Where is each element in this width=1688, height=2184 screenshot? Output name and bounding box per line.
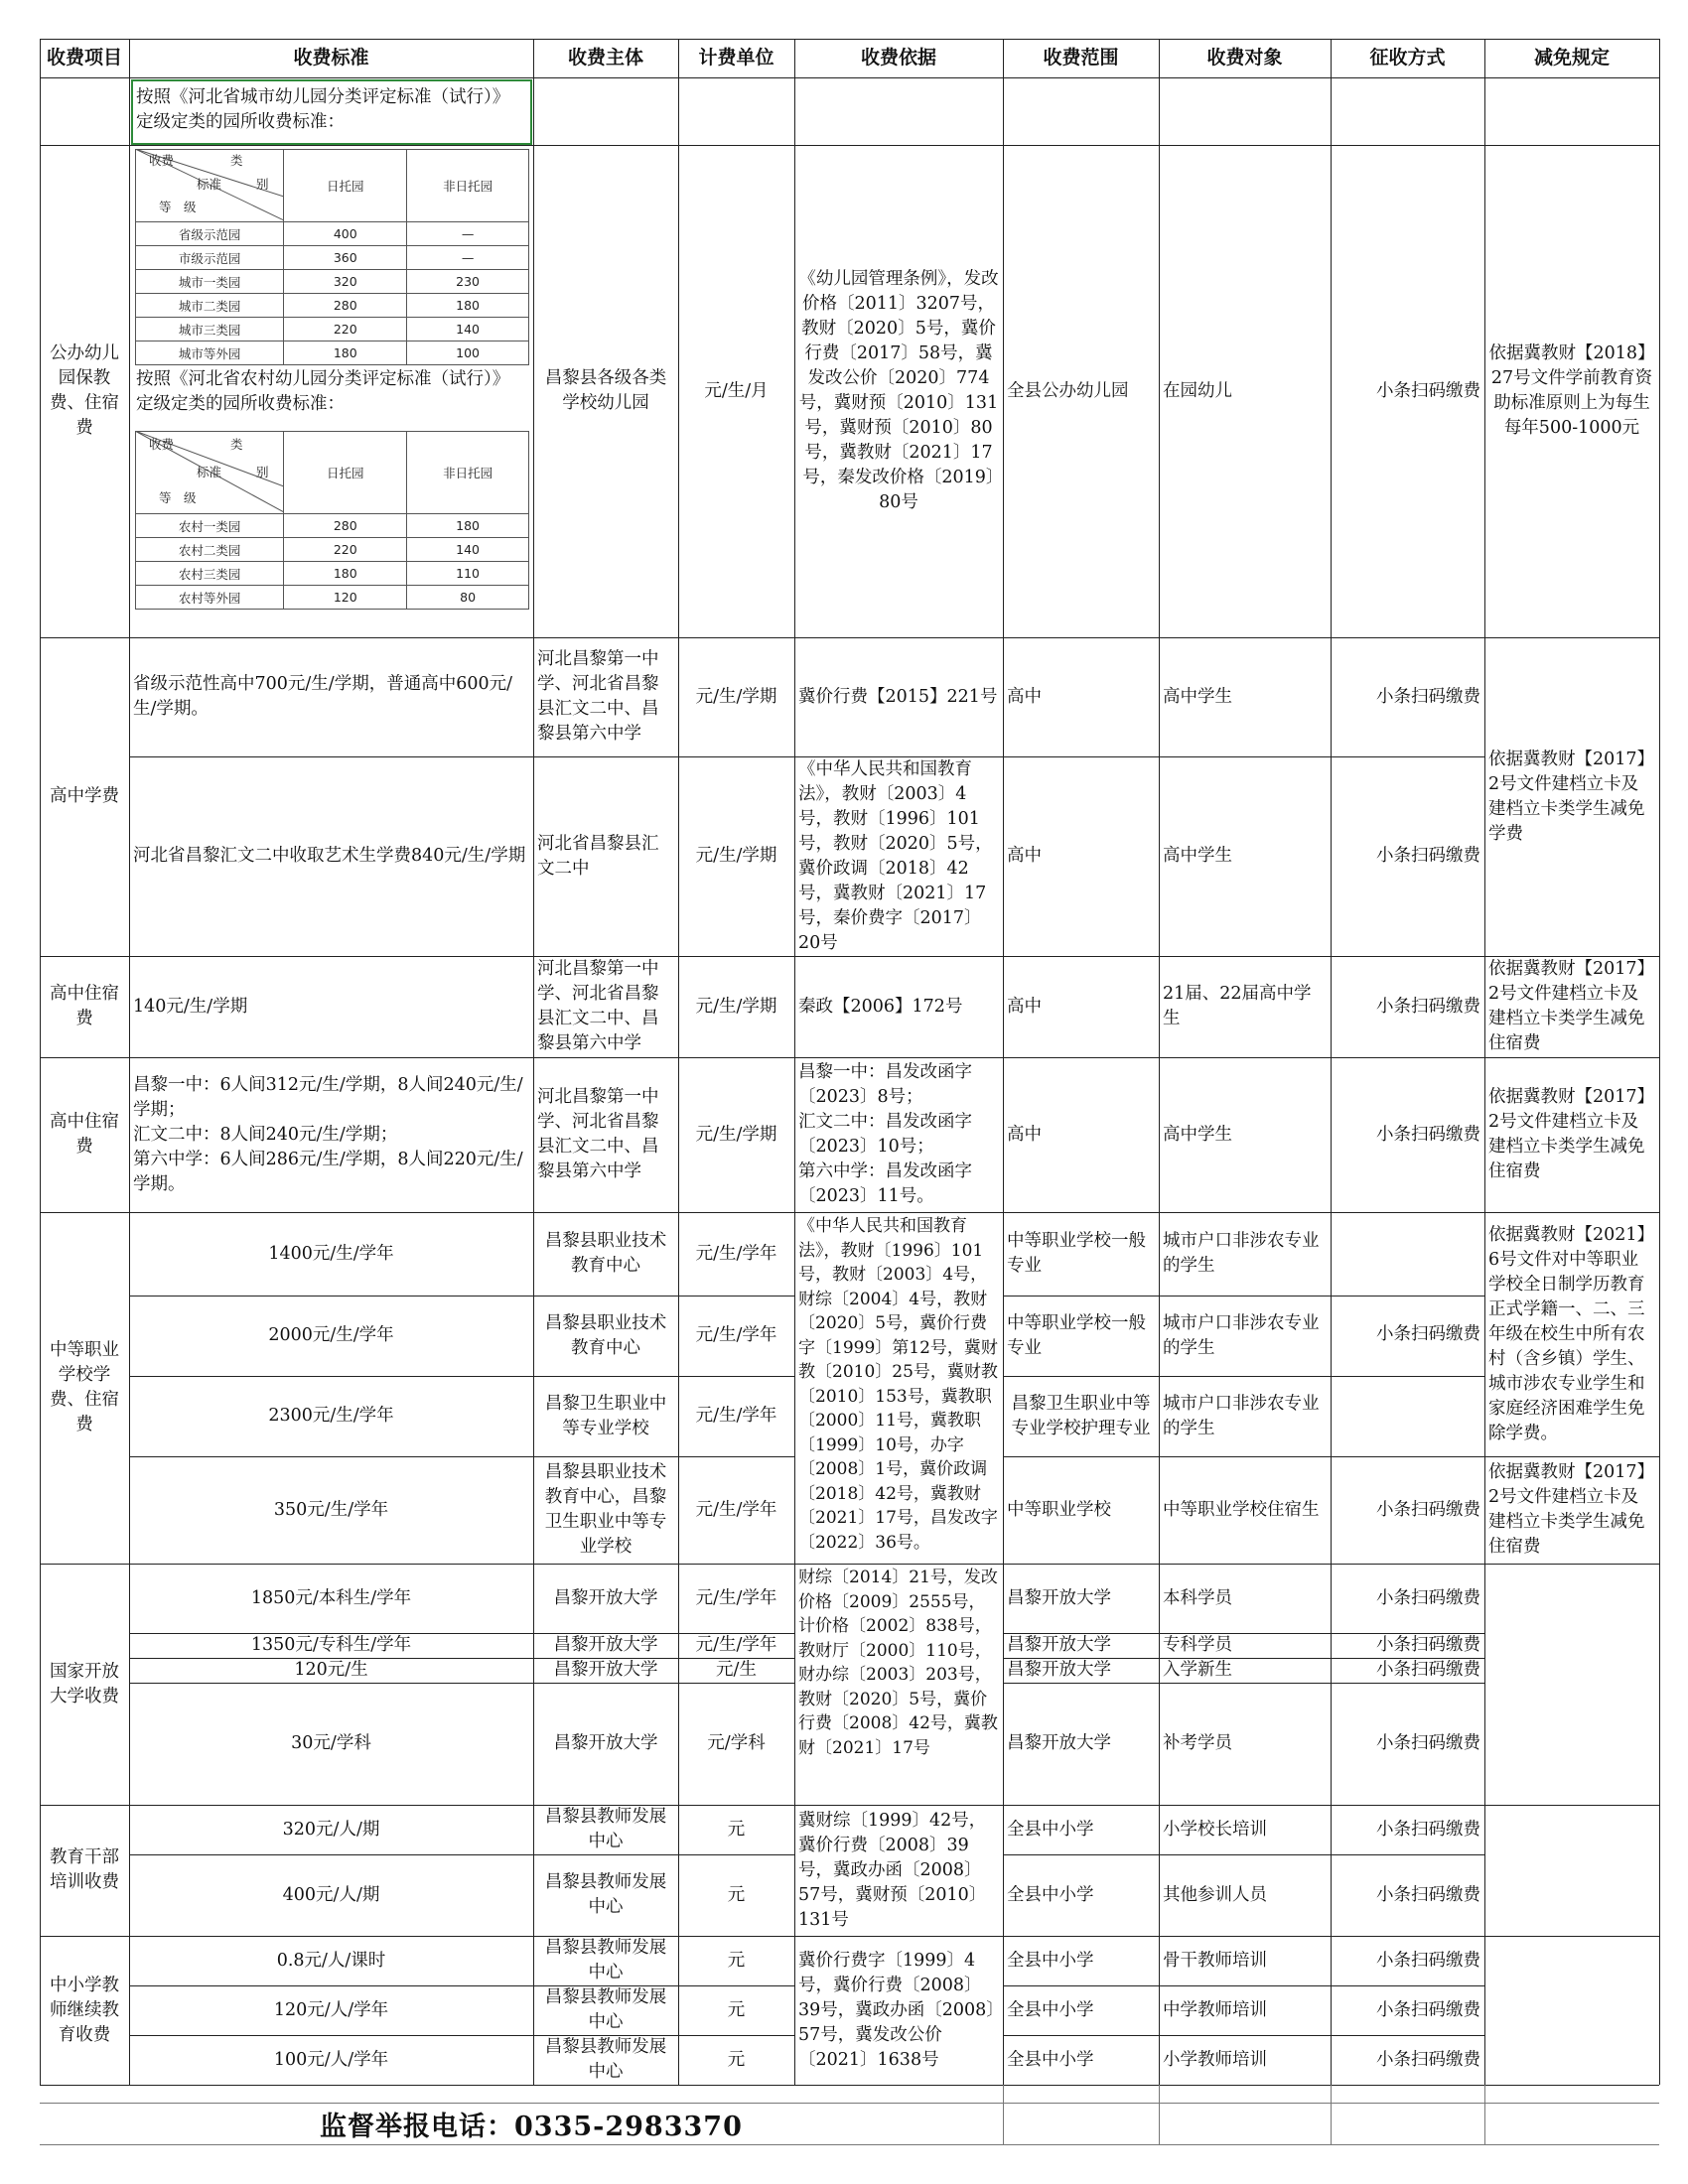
header-target: 收费对象 — [1206, 47, 1283, 68]
hs-board1-subject: 河北昌黎第一中学、河北省昌黎县汇文二中、昌黎县第六中学 — [537, 959, 659, 1053]
header-exemption: 减免规定 — [1533, 47, 1610, 68]
kg-city-day-fee-cell: 220 — [284, 318, 407, 341]
hs-tuition-row2-unit: 元/生/学期 — [695, 846, 777, 866]
cadre-row1-method: 小条扫码缴费 — [1376, 1819, 1480, 1840]
ou-row2-standard: 1350元/专科生/学年 — [250, 1635, 412, 1655]
hs-board2-exemption: 依据冀教财【2017】2号文件建档立卡及建档立卡类学生减免住宿费 — [1488, 1087, 1655, 1181]
kg-city-grade-cell: 省级示范园 — [136, 222, 284, 246]
kg-rural-head-nonday: 非日托园 — [407, 432, 529, 514]
cadre-row2-target: 其他参训人员 — [1163, 1884, 1267, 1905]
kg-city-label-cls: 类 — [230, 153, 243, 168]
kg-rural-nonday-fee-cell: 110 — [407, 562, 529, 586]
hs-tuition-row2-scope: 高中 — [1007, 846, 1042, 866]
kg-city-row — [136, 246, 529, 270]
kg-basis: 《幼儿园管理条例》，发改价格〔2011〕3207号，教财〔2020〕5号，冀价行费〔2017〕58号，冀发改公价〔2020〕774号，冀财预〔2010〕131号，冀财预〔2010〕80号，冀教财〔2021〕17号，秦发改价格〔2019〕80号 — [798, 269, 999, 512]
teacher-row2-method: 小条扫码缴费 — [1376, 1999, 1480, 2020]
ou-row3-scope: 昌黎开放大学 — [1007, 1660, 1111, 1680]
header-basis: 收费依据 — [860, 47, 936, 68]
header-scope: 收费范围 — [1043, 47, 1119, 68]
ou-row2-scope: 昌黎开放大学 — [1007, 1635, 1111, 1655]
kg-city-nonday-fee-cell: — — [407, 246, 529, 270]
ou-row3-method: 小条扫码缴费 — [1376, 1660, 1480, 1680]
kg-rural-grade-cell: 农村等外园 — [136, 586, 284, 610]
kg-city-nonday-fee-cell: 180 — [407, 294, 529, 318]
kg-city-row — [136, 222, 529, 246]
hs-tuition-exemption: 依据冀教财【2017】2号文件建档立卡及建档立卡类学生减免学费 — [1488, 749, 1655, 844]
kg-city-row — [136, 341, 529, 365]
ou-row4-standard: 30元/学科 — [291, 1733, 371, 1753]
voc-row1-target: 城市户口非涉农专业的学生 — [1163, 1231, 1320, 1276]
hs-board2-target: 高中学生 — [1163, 1124, 1232, 1145]
teacher-row2-target: 中学教师培训 — [1163, 1999, 1267, 2020]
cadre-row2-scope: 全县中小学 — [1007, 1884, 1094, 1905]
hs-tuition-row2-standard: 河北省昌黎汇文二中收取艺术生学费840元/生/学期 — [133, 846, 526, 866]
teacher-row1-standard: 0.8元/人/课时 — [276, 1950, 386, 1971]
hs-board2-unit: 元/生/学期 — [695, 1124, 777, 1145]
voc-method-b: 小条扫码缴费 — [1376, 1499, 1480, 1520]
kg-city-nonday-fee-cell: 230 — [407, 270, 529, 294]
header-subject: 收费主体 — [567, 47, 643, 68]
kg-rural-day-fee-cell: 280 — [284, 514, 407, 538]
teacher-row2-subject: 昌黎县教师发展中心 — [544, 1987, 667, 2032]
kg-rural-grade-cell: 农村二类园 — [136, 538, 284, 562]
hs-tuition-row1-unit: 元/生/学期 — [695, 686, 777, 707]
hs-tuition-row2-method: 小条扫码缴费 — [1376, 846, 1480, 866]
header-project: 收费项目 — [46, 47, 122, 68]
kg-city-label-std: 标准 — [197, 177, 222, 192]
hs-board2-scope: 高中 — [1007, 1124, 1042, 1145]
voc-exemption-a: 依据冀教财【2021】6号文件对中等职业学校全日制学历教育正式学籍一、二、三年级在校生中所有农村（含乡镇）学生、城市涉农专业学生和家庭经济困难学生免除学费。 — [1488, 1224, 1655, 1443]
kg-scope: 全县公办幼儿园 — [1007, 380, 1129, 401]
cadre-row2-method: 小条扫码缴费 — [1376, 1884, 1480, 1905]
kg-city-nonday-fee-cell: 100 — [407, 341, 529, 365]
hs-board2-project: 高中住宿费 — [50, 1112, 119, 1157]
ou-row4-subject: 昌黎开放大学 — [553, 1733, 658, 1753]
voc-row2-target: 城市户口非涉农专业的学生 — [1163, 1312, 1320, 1358]
hs-tuition-row1-target: 高中学生 — [1163, 686, 1232, 707]
hs-board1-project: 高中住宿费 — [50, 984, 119, 1028]
kg-city-day-fee-cell: 360 — [284, 246, 407, 270]
hs-board2-subject: 河北昌黎第一中学、河北省昌黎县汇文二中、昌黎县第六中学 — [537, 1087, 659, 1181]
voc-row4-target: 中等职业学校住宿生 — [1163, 1499, 1320, 1520]
kg-rural-day-fee-cell: 180 — [284, 562, 407, 586]
teacher-row2-unit: 元 — [727, 1999, 746, 2020]
teacher-row3-target: 小学教师培训 — [1163, 2049, 1267, 2070]
kg-rural-day-fee-cell: 220 — [284, 538, 407, 562]
cadre-row2-standard: 400元/人/期 — [282, 1884, 380, 1905]
kg-rural-grade-cell: 农村三类园 — [136, 562, 284, 586]
hs-tuition-row2-subject: 河北省昌黎县汇文二中 — [537, 833, 659, 879]
voc-row1-subject: 昌黎县职业技术教育中心 — [544, 1231, 667, 1276]
kg-method: 小条扫码缴费 — [1376, 380, 1480, 401]
kg-rural-day-fee-cell: 120 — [284, 586, 407, 610]
hs-tuition-project: 高中学费 — [50, 786, 119, 806]
kg-rural-grade-cell: 农村一类园 — [136, 514, 284, 538]
voc-row1-standard: 1400元/生/学年 — [268, 1243, 394, 1264]
ou-row3-subject: 昌黎开放大学 — [553, 1660, 658, 1680]
ou-row1-unit: 元/生/学年 — [695, 1587, 777, 1608]
teacher-row3-unit: 元 — [727, 2049, 746, 2070]
kg-rural-label-cls: 类 — [230, 437, 243, 452]
ou-row4-scope: 昌黎开放大学 — [1007, 1733, 1111, 1753]
voc-exemption-b: 依据冀教财【2017】2号文件建档立卡及建档立卡类学生减免住宿费 — [1488, 1462, 1655, 1557]
voc-row2-scope: 中等职业学校一般专业 — [1007, 1312, 1146, 1358]
kg-city-row — [136, 294, 529, 318]
ou-row3-standard: 120元/生 — [294, 1660, 368, 1680]
kg-subject: 昌黎县各级各类学校幼儿园 — [544, 368, 667, 413]
ou-row3-unit: 元/生 — [716, 1660, 757, 1680]
voc-row3-unit: 元/生/学年 — [695, 1406, 777, 1426]
cadre-row2-subject: 昌黎县教师发展中心 — [544, 1872, 667, 1917]
kg-city-grade-cell: 城市二类园 — [136, 294, 284, 318]
kg-rural-head-day: 日托园 — [284, 432, 407, 514]
kg-rural-nonday-fee-cell: 80 — [407, 586, 529, 610]
teacher-row1-subject: 昌黎县教师发展中心 — [544, 1938, 667, 1982]
kg-city-day-fee-cell: 400 — [284, 222, 407, 246]
kg-target: 在园幼儿 — [1163, 380, 1232, 401]
voc-row2-unit: 元/生/学年 — [695, 1325, 777, 1345]
supervision-hotline: 监督举报电话：0335-2983370 — [320, 2112, 743, 2142]
ou-row1-subject: 昌黎开放大学 — [553, 1587, 658, 1608]
kg-rural-label-std: 标准 — [197, 465, 222, 479]
cadre-row2-unit: 元 — [727, 1884, 746, 1905]
kg-rural-intro: 按照《河北省农村幼儿园分类评定标准（试行）》定级定类的园所收费标准： — [136, 369, 510, 414]
voc-row2-subject: 昌黎县职业技术教育中心 — [544, 1312, 667, 1358]
ou-row3-target: 入学新生 — [1163, 1660, 1232, 1680]
kg-city-day-fee-cell: 320 — [284, 270, 407, 294]
hs-tuition-row1-method: 小条扫码缴费 — [1376, 686, 1480, 707]
hs-board2-basis: 昌黎一中：昌发改函字〔2023〕8号； 汇文二中：昌发改函字〔2023〕10号； 第六中学：昌发改函字〔2023〕11号。 — [798, 1062, 972, 1206]
ou-row4-method: 小条扫码缴费 — [1376, 1733, 1480, 1753]
teacher-basis: 冀价行费字〔1999〕4号，冀价行费〔2008〕39号，冀政办函〔2008〕57号，冀发改公价〔2021〕1638号 — [798, 1950, 996, 2070]
teacher-row1-method: 小条扫码缴费 — [1376, 1950, 1480, 1971]
kg-city-grade-cell: 城市等外园 — [136, 341, 284, 365]
kg-unit: 元/生/月 — [704, 380, 769, 401]
voc-row3-standard: 2300元/生/学年 — [268, 1406, 394, 1426]
kg-rural-nonday-fee-cell: 180 — [407, 514, 529, 538]
ou-row4-unit: 元/学科 — [707, 1733, 766, 1753]
teacher-row3-scope: 全县中小学 — [1007, 2049, 1094, 2070]
voc-row2-standard: 2000元/生/学年 — [268, 1325, 394, 1345]
hs-board1-unit: 元/生/学期 — [695, 996, 777, 1017]
teacher-row3-standard: 100元/人/学年 — [273, 2049, 389, 2070]
kg-city-label-grade: 等 级 — [159, 200, 197, 214]
hs-board1-method: 小条扫码缴费 — [1376, 996, 1480, 1017]
teacher-row1-target: 骨干教师培训 — [1163, 1950, 1267, 1971]
hs-tuition-row2-basis: 《中华人民共和国教育法》，教财〔2003〕4号，教财〔1996〕101号，教财〔2020〕5号，冀价政调〔2018〕42号，冀教财〔2021〕17号，秦价费字〔2017〕20号 — [798, 758, 993, 953]
ou-project: 国家开放大学收费 — [50, 1661, 119, 1706]
header-unit: 计费单位 — [698, 47, 774, 68]
hs-board2-standard: 昌黎一中：6人间312元/生/学期，8人间240元/生/学期； 汇文二中：8人间240元/生/学期； 第六中学：6人间286元/生/学期，8人间220元/生/学期。 — [133, 1074, 523, 1194]
teacher-row1-unit: 元 — [727, 1950, 746, 1971]
hs-tuition-row1-standard: 省级示范性高中700元/生/学期，普通高中600元/生/学期。 — [133, 674, 512, 719]
ou-row1-method: 小条扫码缴费 — [1376, 1587, 1480, 1608]
voc-row4-standard: 350元/生/学年 — [273, 1499, 389, 1520]
kg-exemption: 依据冀教财【2018】27号文件学前教育资助标准原则上为每生每年500-1000元 — [1488, 343, 1655, 438]
kg-city-grade-cell: 市级示范园 — [136, 246, 284, 270]
kg-rural-row — [136, 586, 529, 610]
kg-city-grade-cell: 城市一类园 — [136, 270, 284, 294]
cadre-row1-standard: 320元/人/期 — [282, 1819, 380, 1840]
kg-city-label-fee: 收费 — [149, 153, 175, 168]
ou-basis: 财综〔2014〕21号，发改价格〔2009〕2555号，计价格〔2002〕838号，教财厅〔2000〕110号，财办综〔2003〕203号，教财〔2020〕5号，冀价行费〔2008〕42号，冀教财〔2021〕17号 — [798, 1568, 998, 1758]
voc-row4-scope: 中等职业学校 — [1007, 1499, 1111, 1520]
voc-method-a: 小条扫码缴费 — [1376, 1323, 1480, 1344]
kg-city-grade-cell: 城市三类园 — [136, 318, 284, 341]
kg-rural-row — [136, 562, 529, 586]
teacher-project: 中小学教师继续教育收费 — [50, 1975, 119, 2045]
kg-city-head-nonday: 非日托园 — [407, 150, 529, 222]
hs-tuition-row1-subject: 河北昌黎第一中学、河北省昌黎县汇文二中、昌黎县第六中学 — [537, 649, 659, 744]
ou-row2-method: 小条扫码缴费 — [1376, 1635, 1480, 1655]
ou-row1-scope: 昌黎开放大学 — [1007, 1587, 1111, 1608]
voc-project: 中等职业学校学费、住宿费 — [50, 1340, 119, 1434]
kg-rural-label-bie: 别 — [256, 465, 269, 479]
kg-city-intro: 按照《河北省城市幼儿园分类评定标准（试行）》定级定类的园所收费标准： — [136, 87, 510, 132]
cadre-basis: 冀财综〔1999〕42号，冀价行费〔2008〕39号，冀政办函〔2008〕57号，冀财预〔2010〕131号 — [798, 1810, 987, 1930]
hs-board1-scope: 高中 — [1007, 996, 1042, 1017]
kg-city-row — [136, 318, 529, 341]
ou-row4-target: 补考学员 — [1163, 1733, 1232, 1753]
voc-row4-unit: 元/生/学年 — [695, 1499, 777, 1520]
voc-row3-target: 城市户口非涉农专业的学生 — [1163, 1393, 1320, 1438]
cadre-row1-scope: 全县中小学 — [1007, 1819, 1094, 1840]
hs-board1-exemption: 依据冀教财【2017】2号文件建档立卡及建档立卡类学生减免住宿费 — [1488, 959, 1655, 1053]
hs-tuition-row1-scope: 高中 — [1007, 686, 1042, 707]
voc-row3-subject: 昌黎卫生职业中等专业学校 — [544, 1393, 667, 1438]
ou-row1-standard: 1850元/本科生/学年 — [250, 1587, 412, 1608]
voc-row3-scope: 昌黎卫生职业中等专业学校护理专业 — [1011, 1393, 1151, 1438]
kg-city-day-fee-cell: 180 — [284, 341, 407, 365]
ou-row2-target: 专科学员 — [1163, 1635, 1232, 1655]
kg-rural-label-grade: 等 级 — [159, 490, 197, 505]
voc-row1-scope: 中等职业学校一般专业 — [1007, 1231, 1146, 1276]
kg-city-row — [136, 270, 529, 294]
kg-rural-row — [136, 538, 529, 562]
hs-board2-method: 小条扫码缴费 — [1376, 1124, 1480, 1145]
kg-rural-label-fee: 收费 — [149, 437, 175, 452]
hs-board1-standard: 140元/生/学期 — [133, 996, 248, 1017]
hs-board1-basis: 秦政【2006】172号 — [798, 996, 963, 1017]
header-method: 征收方式 — [1369, 47, 1446, 68]
cadre-row1-unit: 元 — [727, 1819, 746, 1840]
hs-tuition-row1-basis: 冀价行费【2015】221号 — [798, 686, 998, 707]
header-standard: 收费标准 — [293, 47, 369, 68]
ou-row2-unit: 元/生/学年 — [695, 1635, 777, 1655]
teacher-row1-scope: 全县中小学 — [1007, 1950, 1094, 1971]
kg-city-nonday-fee-cell: 140 — [407, 318, 529, 341]
cadre-row1-subject: 昌黎县教师发展中心 — [544, 1807, 667, 1851]
voc-basis: 《中华人民共和国教育法》，教财〔1996〕101号，教财〔2003〕4号，财综〔2004〕4号，教财〔2020〕5号，冀价行费字〔1999〕第12号，冀财教〔2010〕25号，冀财教〔2010〕153号，冀教职〔2000〕11号，冀教职〔1999〕10号，办字〔2008〕1号，冀价政调〔2018〕42号，冀教财〔2021〕17号，昌发改字〔2022〕36号。 — [798, 1216, 998, 1553]
kg-rural-nonday-fee-cell: 140 — [407, 538, 529, 562]
teacher-row3-method: 小条扫码缴费 — [1376, 2049, 1480, 2070]
voc-row1-unit: 元/生/学年 — [695, 1243, 777, 1264]
teacher-row2-standard: 120元/人/学年 — [273, 1999, 389, 2020]
kg-rural-row — [136, 514, 529, 538]
kg-city-nonday-fee-cell: — — [407, 222, 529, 246]
ou-row1-target: 本科学员 — [1163, 1587, 1232, 1608]
kg-project: 公办幼儿园保教费、住宿费 — [50, 343, 119, 438]
kg-city-day-fee-cell: 280 — [284, 294, 407, 318]
cadre-row1-target: 小学校长培训 — [1163, 1819, 1267, 1840]
hs-tuition-row2-target: 高中学生 — [1163, 846, 1232, 866]
cadre-project: 教育干部培训收费 — [50, 1847, 119, 1892]
teacher-row3-subject: 昌黎县教师发展中心 — [544, 2037, 667, 2082]
hs-board1-target: 21届、22届高中学生 — [1163, 984, 1312, 1028]
teacher-row2-scope: 全县中小学 — [1007, 1999, 1094, 2020]
ou-row2-subject: 昌黎开放大学 — [553, 1635, 658, 1655]
voc-row4-subject: 昌黎县职业技术教育中心，昌黎卫生职业中等专业学校 — [544, 1462, 667, 1557]
kg-city-label-bie: 别 — [256, 177, 269, 192]
kg-city-head-day: 日托园 — [284, 150, 407, 222]
